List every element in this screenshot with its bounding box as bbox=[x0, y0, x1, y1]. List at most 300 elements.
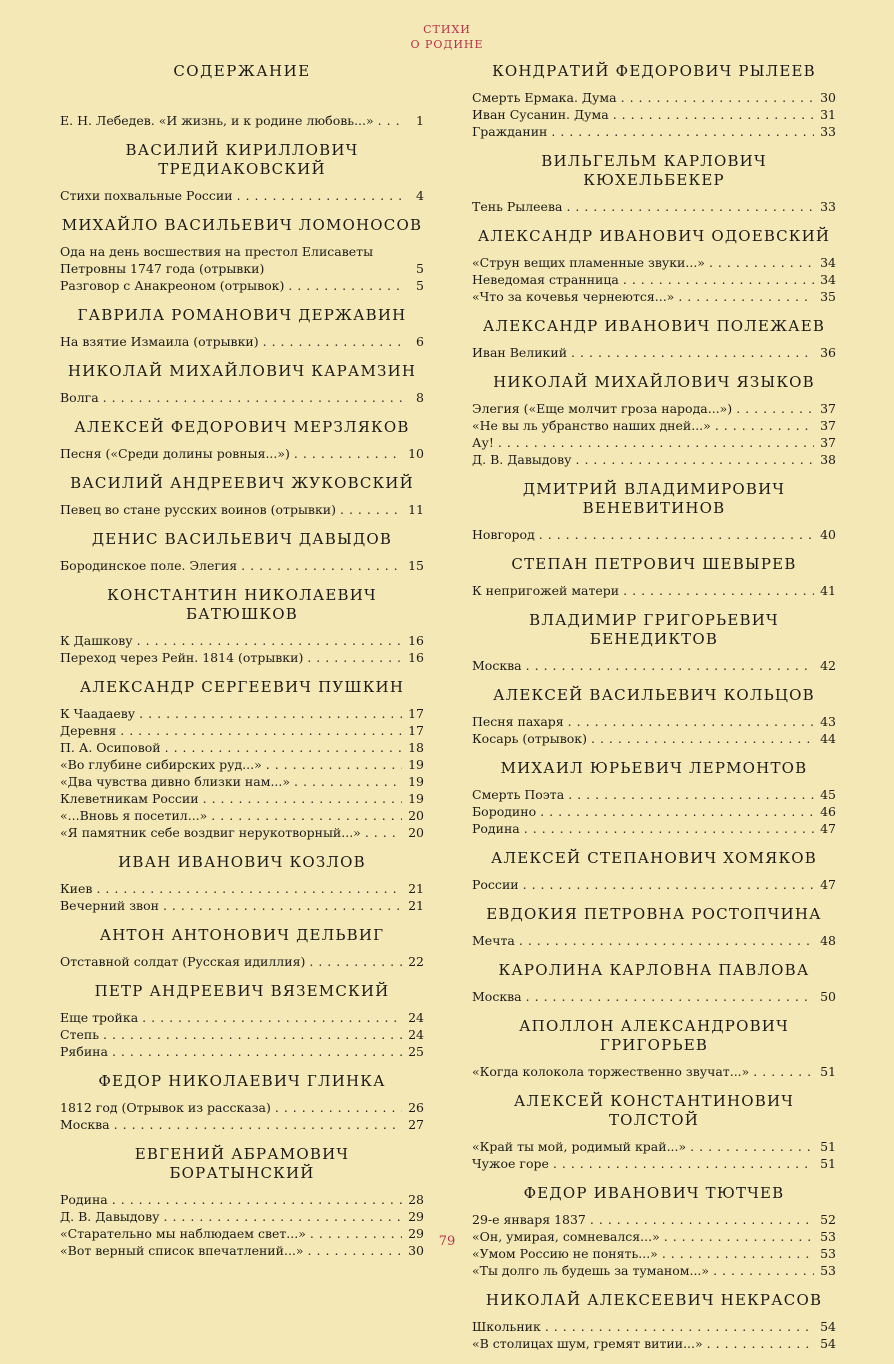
dot-leader bbox=[690, 1138, 814, 1155]
entry-title: К Чаадаеву bbox=[60, 706, 136, 721]
entry-title: 29-е января 1837 bbox=[472, 1212, 586, 1227]
toc-entry[interactable] bbox=[60, 739, 424, 756]
toc-entry[interactable] bbox=[60, 1009, 424, 1026]
book-title-line1: СТИХИ bbox=[423, 23, 471, 36]
entry-page-number: 25 bbox=[408, 1044, 424, 1059]
entry-page-number: 21 bbox=[408, 881, 424, 896]
dot-leader bbox=[237, 187, 402, 204]
entry-page-number: 20 bbox=[408, 808, 424, 823]
toc-entry[interactable] bbox=[472, 400, 836, 417]
entry-title: «Умом Россию не понять...» bbox=[472, 1246, 658, 1261]
entry-title: Иван Великий bbox=[472, 345, 568, 360]
entry-page-number: 19 bbox=[408, 774, 424, 789]
author-section bbox=[472, 905, 836, 949]
author-name: ВЛАДИМИР ГРИГОРЬЕВИЧ БЕНЕДИКТОВ bbox=[529, 611, 779, 648]
entry-page-number: 29 bbox=[408, 1209, 424, 1224]
toc-entry[interactable] bbox=[60, 824, 424, 841]
author-section bbox=[60, 926, 424, 970]
toc-entry[interactable] bbox=[472, 434, 836, 451]
toc-entry[interactable] bbox=[60, 722, 424, 739]
entry-page-number: 34 bbox=[820, 255, 836, 270]
toc-entry[interactable] bbox=[60, 1099, 424, 1116]
author-section bbox=[60, 418, 424, 462]
toc-entry[interactable] bbox=[472, 1063, 836, 1080]
entry-title: Киев bbox=[60, 881, 93, 896]
entry-title: П. А. Осиповой bbox=[60, 740, 161, 755]
entry-page-number: 47 bbox=[820, 877, 836, 892]
dot-leader bbox=[266, 756, 402, 773]
dot-leader bbox=[120, 722, 402, 739]
entry-page-number: 51 bbox=[820, 1156, 836, 1171]
toc-entry[interactable] bbox=[472, 786, 836, 803]
entry-title: К непригожей матери bbox=[472, 583, 620, 598]
dot-leader bbox=[623, 271, 814, 288]
toc-entry[interactable] bbox=[472, 1318, 836, 1335]
author-name: ДЕНИС ВАСИЛЬЕВИЧ ДАВЫДОВ bbox=[91, 530, 393, 548]
entry-page-number: 15 bbox=[408, 558, 424, 573]
toc-entry[interactable] bbox=[60, 243, 424, 277]
entry-page-number: 17 bbox=[408, 723, 424, 738]
author-section bbox=[472, 849, 836, 893]
toc-entry[interactable] bbox=[472, 582, 836, 599]
author-section bbox=[472, 961, 836, 1005]
toc-entry[interactable] bbox=[60, 1208, 424, 1225]
toc-entry[interactable] bbox=[472, 1262, 836, 1279]
entry-title: России bbox=[472, 877, 519, 892]
author-name: ИВАН ИВАНОВИЧ КОЗЛОВ bbox=[118, 853, 366, 871]
entry-title: «Я памятник себе воздвиг нерукотворный...» bbox=[60, 825, 361, 840]
entry-page-number: 18 bbox=[408, 740, 424, 755]
entry-title: «Не вы ль убранство наших дней...» bbox=[472, 418, 711, 433]
dot-leader bbox=[613, 106, 814, 123]
dot-leader bbox=[203, 790, 402, 807]
entry-page-number: 5 bbox=[416, 278, 424, 293]
author-section bbox=[472, 686, 836, 747]
dot-leader bbox=[294, 445, 402, 462]
author-name: КОНДРАТИЙ ФЕДОРОВИЧ РЫЛЕЕВ bbox=[492, 62, 816, 80]
entry-page-number: 46 bbox=[820, 804, 836, 819]
author-name: ДМИТРИЙ ВЛАДИМИРОВИЧ ВЕНЕВИТИНОВ bbox=[522, 480, 786, 517]
entry-title: Переход через Рейн. 1814 (отрывки) bbox=[60, 650, 304, 665]
entry-title: Д. В. Давыдову bbox=[60, 1209, 160, 1224]
dot-leader bbox=[294, 773, 402, 790]
dot-leader bbox=[526, 988, 814, 1005]
dot-leader bbox=[163, 1208, 402, 1225]
toc-entry[interactable] bbox=[472, 803, 836, 820]
author-section bbox=[472, 759, 836, 837]
entry-title: «Когда колокола торжественно звучат...» bbox=[472, 1064, 750, 1079]
entry-title: Школьник bbox=[472, 1319, 541, 1334]
author-section bbox=[472, 1291, 836, 1352]
author-section bbox=[472, 62, 836, 140]
toc-entry[interactable] bbox=[60, 790, 424, 807]
dot-leader bbox=[103, 1026, 402, 1043]
toc-entry[interactable] bbox=[472, 106, 836, 123]
dot-leader bbox=[621, 89, 814, 106]
entry-title: «Во глубине сибирских руд...» bbox=[60, 757, 262, 772]
entry-page-number: 31 bbox=[820, 107, 836, 122]
dot-leader bbox=[114, 1116, 402, 1133]
toc-entry[interactable] bbox=[60, 773, 424, 790]
dot-leader bbox=[309, 953, 402, 970]
author-name: СТЕПАН ПЕТРОВИЧ ШЕВЫРЕВ bbox=[511, 555, 797, 573]
entry-page-number: 30 bbox=[408, 1243, 424, 1258]
entry-page-number: 27 bbox=[408, 1117, 424, 1132]
entry-page-number: 5 bbox=[416, 261, 424, 276]
entry-page-number: 8 bbox=[416, 390, 424, 405]
entry-title: Новгород bbox=[472, 527, 535, 542]
entry-page-number: 16 bbox=[408, 633, 424, 648]
entry-page-number: 6 bbox=[416, 334, 424, 349]
dot-leader bbox=[707, 1335, 814, 1352]
author-section bbox=[472, 317, 836, 361]
entry-title: Песня («Среди долины ровныя...») bbox=[60, 446, 290, 461]
author-section bbox=[60, 678, 424, 841]
entry-title: Родина bbox=[60, 1192, 108, 1207]
author-section bbox=[472, 373, 836, 468]
toc-entry[interactable] bbox=[60, 333, 424, 350]
entry-page-number: 36 bbox=[820, 345, 836, 360]
toc-entry[interactable] bbox=[472, 988, 836, 1005]
entry-title: Иван Сусанин. Дума bbox=[472, 107, 609, 122]
dot-leader bbox=[568, 786, 814, 803]
dot-leader bbox=[571, 344, 814, 361]
dot-leader bbox=[163, 897, 402, 914]
toc-entry[interactable] bbox=[472, 254, 836, 271]
toc-entry[interactable] bbox=[60, 277, 424, 294]
toc-title: СОДЕРЖАНИЕ bbox=[173, 62, 311, 80]
entry-title: Степь bbox=[60, 1027, 100, 1042]
author-name: ГАВРИЛА РОМАНОВИЧ ДЕРЖАВИН bbox=[77, 306, 407, 324]
toc-entry[interactable] bbox=[60, 501, 424, 518]
entry-page-number: 33 bbox=[820, 199, 836, 214]
dot-leader bbox=[568, 713, 814, 730]
entry-title: Деревня bbox=[60, 723, 117, 738]
author-name: ФЕДОР НИКОЛАЕВИЧ ГЛИНКА bbox=[98, 1072, 386, 1090]
toc-entry[interactable] bbox=[60, 897, 424, 914]
entry-title: Смерть Поэта bbox=[472, 787, 565, 802]
entry-title: Ода на день восшествия на престол Елисаветы Петровны 1747 года (отрывки) bbox=[60, 244, 374, 276]
entry-page-number: 1 bbox=[416, 113, 424, 128]
toc-entry[interactable] bbox=[60, 112, 424, 129]
entry-title: Косарь (отрывок) bbox=[472, 731, 587, 746]
dot-leader bbox=[307, 649, 402, 666]
entry-title: «Он, умирая, сомневался...» bbox=[472, 1229, 660, 1244]
entry-title: «В столицах шум, гремят витии...» bbox=[472, 1336, 703, 1351]
entry-title: Москва bbox=[472, 658, 522, 673]
toc-entry[interactable] bbox=[60, 1026, 424, 1043]
toc-entry[interactable] bbox=[472, 451, 836, 468]
entry-title: Вечерний звон bbox=[60, 898, 159, 913]
toc-entry[interactable] bbox=[60, 1116, 424, 1133]
entry-title: «Край ты мой, родимый край...» bbox=[472, 1139, 687, 1154]
entry-page-number: 19 bbox=[408, 757, 424, 772]
author-name: АЛЕКСЕЙ ВАСИЛЬЕВИЧ КОЛЬЦОВ bbox=[493, 686, 815, 704]
entry-title: Москва bbox=[472, 989, 522, 1004]
dot-leader bbox=[526, 657, 814, 674]
toc-entry[interactable] bbox=[60, 807, 424, 824]
toc-entry[interactable] bbox=[60, 632, 424, 649]
entry-title: «Два чувства дивно близки нам...» bbox=[60, 774, 291, 789]
entry-title: Родина bbox=[472, 821, 520, 836]
entry-page-number: 53 bbox=[820, 1246, 836, 1261]
author-section bbox=[472, 1092, 836, 1172]
entry-title: Отставной солдат (Русская идиллия) bbox=[60, 954, 306, 969]
dot-leader bbox=[112, 1043, 402, 1060]
entry-page-number: 16 bbox=[408, 650, 424, 665]
toc-entry[interactable] bbox=[472, 198, 836, 215]
entry-title: «...Вновь я посетил...» bbox=[60, 808, 208, 823]
toc-right-column bbox=[472, 62, 836, 1364]
author-section bbox=[472, 611, 836, 674]
toc-entry[interactable] bbox=[60, 445, 424, 462]
entry-page-number: 24 bbox=[408, 1027, 424, 1042]
toc-entry[interactable] bbox=[60, 187, 424, 204]
entry-page-number: 53 bbox=[820, 1229, 836, 1244]
entry-title: Москва bbox=[60, 1117, 110, 1132]
toc-entry[interactable] bbox=[60, 880, 424, 897]
page-number: 79 bbox=[438, 1234, 456, 1249]
entry-title: Певец во стане русских воинов (отрывки) bbox=[60, 502, 336, 517]
entry-title: Бородино bbox=[472, 804, 537, 819]
toc-entry[interactable] bbox=[472, 1335, 836, 1352]
dot-leader bbox=[591, 730, 814, 747]
author-section bbox=[60, 853, 424, 914]
dot-leader bbox=[96, 880, 402, 897]
toc-entry[interactable] bbox=[472, 123, 836, 140]
dot-leader bbox=[575, 451, 814, 468]
dot-leader bbox=[211, 807, 402, 824]
entry-page-number: 54 bbox=[820, 1319, 836, 1334]
entry-page-number: 53 bbox=[820, 1263, 836, 1278]
author-name: АЛЕКСАНДР СЕРГЕЕВИЧ ПУШКИН bbox=[79, 678, 405, 696]
dot-leader bbox=[713, 1262, 814, 1279]
author-section bbox=[60, 141, 424, 204]
entry-title: Чужое горе bbox=[472, 1156, 549, 1171]
author-name: АЛЕКСЕЙ СТЕПАНОВИЧ ХОМЯКОВ bbox=[490, 849, 817, 867]
dot-leader bbox=[709, 254, 814, 271]
entry-page-number: 51 bbox=[820, 1064, 836, 1079]
entry-page-number: 28 bbox=[408, 1192, 424, 1207]
dot-leader bbox=[566, 198, 814, 215]
author-name: МИХАЙЛО ВАСИЛЬЕВИЧ ЛОМОНОСОВ bbox=[61, 216, 423, 234]
book-title-line2: О РОДИНЕ bbox=[410, 38, 484, 51]
dot-leader bbox=[137, 632, 402, 649]
author-name: ЕВГЕНИЙ АБРАМОВИЧ БОРАТЫНСКИЙ bbox=[134, 1145, 350, 1182]
entry-title: Волга bbox=[60, 390, 99, 405]
dot-leader bbox=[263, 333, 402, 350]
entry-page-number: 21 bbox=[408, 898, 424, 913]
entry-page-number: 50 bbox=[820, 989, 836, 1004]
entry-page-number: 41 bbox=[820, 583, 836, 598]
toc-entry[interactable] bbox=[472, 730, 836, 747]
author-section bbox=[472, 1017, 836, 1080]
dot-leader bbox=[139, 705, 402, 722]
author-name: АЛЕКСАНДР ИВАНОВИЧ ОДОЕВСКИЙ bbox=[477, 227, 831, 245]
entry-page-number: 40 bbox=[820, 527, 836, 542]
toc-entry[interactable] bbox=[472, 1155, 836, 1172]
author-name: ВАСИЛИЙ АНДРЕЕВИЧ ЖУКОВСКИЙ bbox=[70, 474, 414, 492]
author-name: МИХАИЛ ЮРЬЕВИЧ ЛЕРМОНТОВ bbox=[500, 759, 808, 777]
entry-page-number: 42 bbox=[820, 658, 836, 673]
toc-entry[interactable] bbox=[60, 1043, 424, 1060]
toc-entry[interactable] bbox=[472, 344, 836, 361]
entry-title: «Что за кочевья чернеются...» bbox=[472, 289, 675, 304]
author-section bbox=[60, 586, 424, 666]
entry-page-number: 4 bbox=[416, 188, 424, 203]
dot-leader bbox=[288, 277, 402, 294]
entry-title: Смерть Ермака. Дума bbox=[472, 90, 617, 105]
toc-entry[interactable] bbox=[60, 756, 424, 773]
entry-title: «Вот верный список впечатлений...» bbox=[60, 1243, 304, 1258]
dot-leader bbox=[590, 1211, 814, 1228]
entry-page-number: 37 bbox=[820, 401, 836, 416]
toc-entry[interactable] bbox=[472, 932, 836, 949]
entry-page-number: 10 bbox=[408, 446, 424, 461]
dot-leader bbox=[551, 123, 814, 140]
toc-entry[interactable] bbox=[472, 713, 836, 730]
entry-title: Песня пахаря bbox=[472, 714, 564, 729]
entry-title: Е. Н. Лебедев. «И жизнь, и к родине любовь...» bbox=[60, 113, 374, 128]
author-name: ПЕТР АНДРЕЕВИЧ ВЯЗЕМСКИЙ bbox=[94, 982, 390, 1000]
author-name: НИКОЛАЙ АЛЕКСЕЕВИЧ НЕКРАСОВ bbox=[485, 1291, 823, 1309]
author-section bbox=[472, 227, 836, 305]
entry-page-number: 44 bbox=[820, 731, 836, 746]
entry-title: Неведомая странница bbox=[472, 272, 619, 287]
entry-page-number: 37 bbox=[820, 435, 836, 450]
entry-title: Тень Рылеева bbox=[472, 199, 563, 214]
entry-page-number: 35 bbox=[820, 289, 836, 304]
dot-leader bbox=[678, 288, 814, 305]
entry-title: Рябина bbox=[60, 1044, 108, 1059]
author-name: КАРОЛИНА КАРЛОВНА ПАВЛОВА bbox=[498, 961, 810, 979]
page-header bbox=[0, 22, 894, 52]
entry-title: «Струн вещих пламенные звуки...» bbox=[472, 255, 705, 270]
entry-page-number: 33 bbox=[820, 124, 836, 139]
dot-leader bbox=[553, 1155, 814, 1172]
author-section bbox=[60, 362, 424, 406]
entry-page-number: 30 bbox=[820, 90, 836, 105]
entry-title: К Дашкову bbox=[60, 633, 133, 648]
dot-leader bbox=[715, 417, 814, 434]
entry-title: Бородинское поле. Элегия bbox=[60, 558, 238, 573]
dot-leader bbox=[112, 1191, 402, 1208]
entry-page-number: 38 bbox=[820, 452, 836, 467]
entry-page-number: 45 bbox=[820, 787, 836, 802]
entry-page-number: 29 bbox=[408, 1226, 424, 1241]
author-section bbox=[60, 1072, 424, 1133]
author-section bbox=[60, 306, 424, 350]
author-name: НИКОЛАЙ МИХАЙЛОВИЧ ЯЗЫКОВ bbox=[493, 373, 815, 391]
toc-entry[interactable] bbox=[472, 820, 836, 837]
author-section bbox=[60, 982, 424, 1060]
entry-page-number: 37 bbox=[820, 418, 836, 433]
entry-title: Ау! bbox=[472, 435, 494, 450]
entry-page-number: 54 bbox=[820, 1336, 836, 1351]
entry-page-number: 47 bbox=[820, 821, 836, 836]
entry-title: «Старательно мы наблюдаем свет...» bbox=[60, 1226, 306, 1241]
dot-leader bbox=[275, 1099, 402, 1116]
dot-leader bbox=[142, 1009, 402, 1026]
author-name: ВИЛЬГЕЛЬМ КАРЛОВИЧ КЮХЕЛЬБЕКЕР bbox=[541, 152, 767, 189]
dot-leader bbox=[523, 876, 814, 893]
author-section bbox=[472, 480, 836, 543]
author-section bbox=[60, 530, 424, 574]
author-name: ЕВДОКИЯ ПЕТРОВНА РОСТОПЧИНА bbox=[486, 905, 822, 923]
dot-leader bbox=[365, 824, 402, 841]
toc-entry[interactable] bbox=[60, 389, 424, 406]
author-name: ФЕДОР ИВАНОВИЧ ТЮТЧЕВ bbox=[523, 1184, 785, 1202]
entry-page-number: 20 bbox=[408, 825, 424, 840]
entry-title: Разговор с Анакреоном (отрывок) bbox=[60, 278, 285, 293]
entry-title: Клеветникам России bbox=[60, 791, 199, 806]
author-name: АЛЕКСЕЙ КОНСТАНТИНОВИЧ ТОЛСТОЙ bbox=[513, 1092, 795, 1129]
dot-leader bbox=[524, 820, 814, 837]
author-name: НИКОЛАЙ МИХАЙЛОВИЧ КАРАМЗИН bbox=[67, 362, 417, 380]
entry-title: Элегия («Еще молчит гроза народа...») bbox=[472, 401, 733, 416]
author-section bbox=[472, 555, 836, 599]
toc-entry[interactable] bbox=[472, 657, 836, 674]
toc-entry[interactable] bbox=[472, 89, 836, 106]
dot-leader bbox=[498, 434, 814, 451]
author-name: АЛЕКСАНДР ИВАНОВИЧ ПОЛЕЖАЕВ bbox=[482, 317, 826, 335]
author-name: ВАСИЛИЙ КИРИЛЛОВИЧ ТРЕДИАКОВСКИЙ bbox=[125, 141, 359, 178]
entry-title: Стихи похвальные России bbox=[60, 188, 233, 203]
entry-page-number: 22 bbox=[408, 954, 424, 969]
entry-page-number: 26 bbox=[408, 1100, 424, 1115]
toc-entry[interactable] bbox=[472, 1138, 836, 1155]
toc-entry[interactable] bbox=[60, 557, 424, 574]
toc-entry[interactable] bbox=[472, 1211, 836, 1228]
entry-title: Мечта bbox=[472, 933, 515, 948]
dot-leader bbox=[103, 389, 402, 406]
entry-page-number: 24 bbox=[408, 1010, 424, 1025]
dot-leader bbox=[378, 112, 402, 129]
author-name: КОНСТАНТИН НИКОЛАЕВИЧ БАТЮШКОВ bbox=[107, 586, 377, 623]
toc-entry[interactable] bbox=[472, 417, 836, 434]
toc-entry[interactable] bbox=[60, 953, 424, 970]
toc-entry[interactable] bbox=[60, 649, 424, 666]
entry-title: 1812 год (Отрывок из рассказа) bbox=[60, 1100, 271, 1115]
toc-entry[interactable] bbox=[472, 876, 836, 893]
author-section bbox=[60, 112, 424, 129]
dot-leader bbox=[519, 932, 814, 949]
author-name: АПОЛЛОН АЛЕКСАНДРОВИЧ ГРИГОРЬЕВ bbox=[519, 1017, 789, 1054]
author-section bbox=[60, 216, 424, 294]
author-section bbox=[472, 152, 836, 215]
author-name: АЛЕКСЕЙ ФЕДОРОВИЧ МЕРЗЛЯКОВ bbox=[74, 418, 410, 436]
entry-title: «Ты долго ль будешь за туманом...» bbox=[472, 1263, 710, 1278]
dot-leader bbox=[241, 557, 402, 574]
toc-entry[interactable] bbox=[472, 271, 836, 288]
author-section bbox=[472, 1184, 836, 1279]
dot-leader bbox=[540, 803, 814, 820]
toc-entry[interactable] bbox=[472, 288, 836, 305]
author-section bbox=[60, 474, 424, 518]
entry-page-number: 51 bbox=[820, 1139, 836, 1154]
entry-page-number: 17 bbox=[408, 706, 424, 721]
toc-left-column bbox=[60, 62, 424, 1271]
toc-entry[interactable] bbox=[472, 526, 836, 543]
toc-entry[interactable] bbox=[60, 1191, 424, 1208]
dot-leader bbox=[753, 1063, 814, 1080]
entry-title: Еще тройка bbox=[60, 1010, 139, 1025]
dot-leader bbox=[165, 739, 402, 756]
entry-title: Д. В. Давыдову bbox=[472, 452, 572, 467]
toc-entry[interactable] bbox=[60, 705, 424, 722]
entry-page-number: 19 bbox=[408, 791, 424, 806]
entry-page-number: 11 bbox=[408, 502, 424, 517]
